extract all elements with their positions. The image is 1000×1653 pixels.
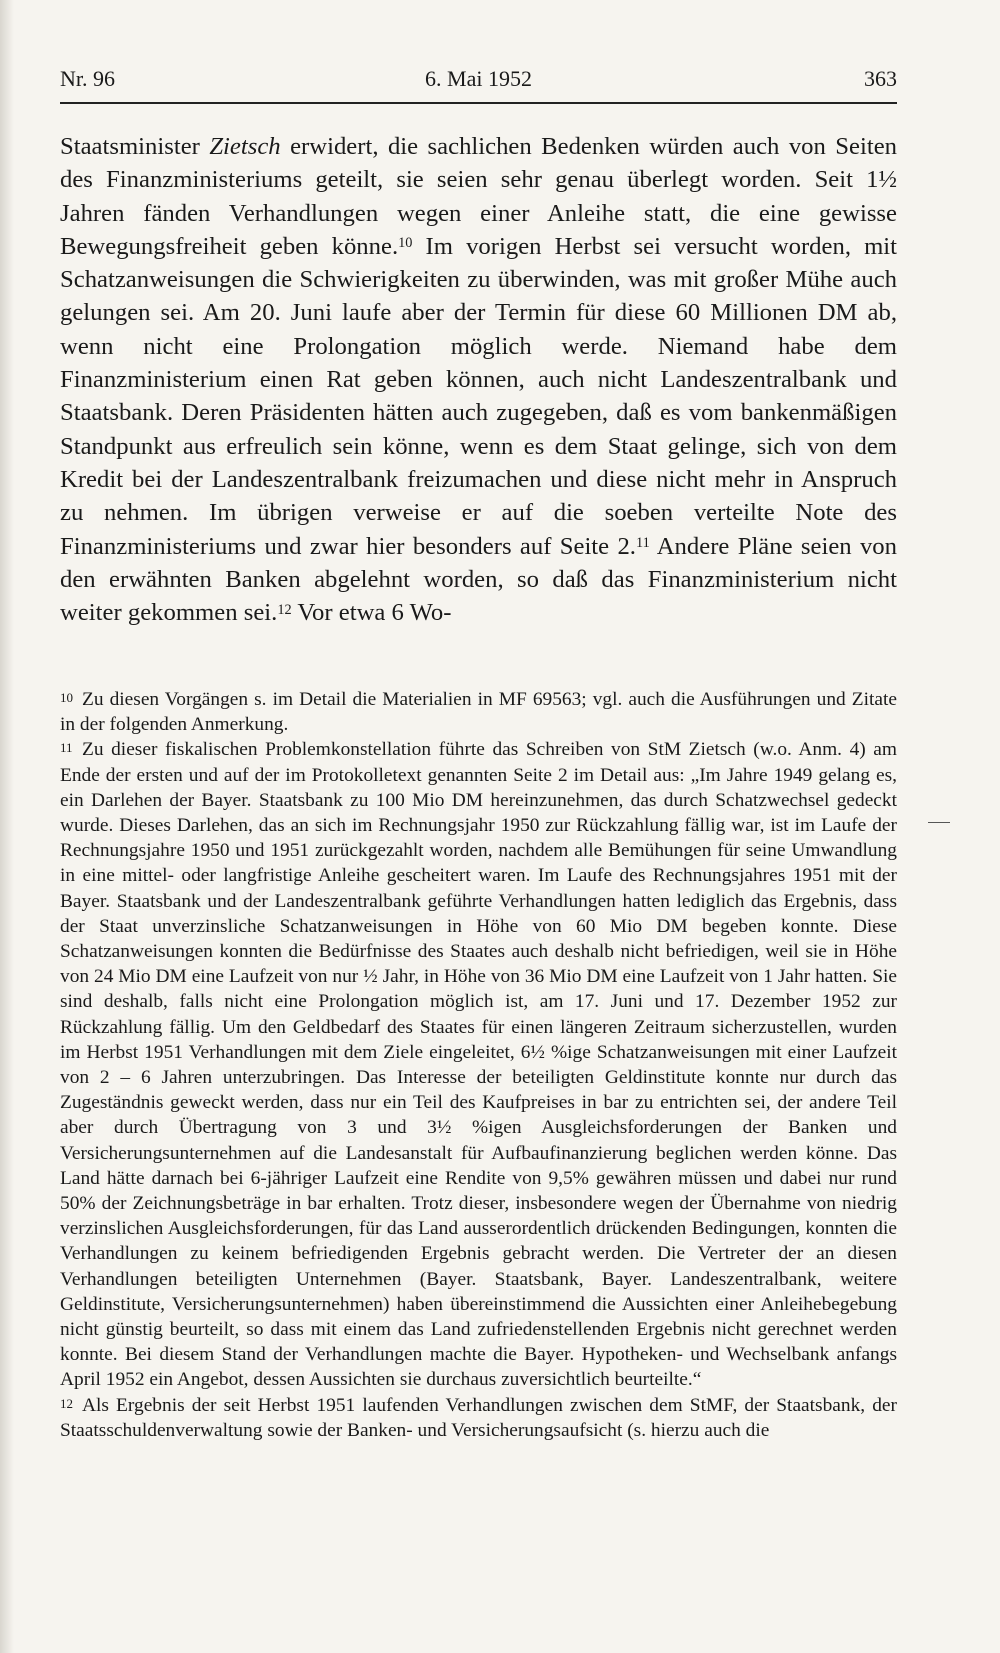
paragraph-segment-c: Andere Pläne seien von den erwähnten Banken abgelehnt worden, so daß das Finanzministerium nicht weiter gekommen sei. bbox=[60, 532, 897, 627]
footnote-ref-11[interactable]: 11 bbox=[635, 535, 650, 552]
footnote-12 bbox=[60, 1393, 897, 1443]
footnote-number: 12 bbox=[60, 1395, 73, 1411]
header-date: 6. Mai 1952 bbox=[425, 66, 532, 91]
document-number: Nr. 96 bbox=[60, 66, 115, 91]
footnotes-section bbox=[60, 687, 897, 1443]
page-number: 363 bbox=[864, 66, 897, 91]
speaker-title: Staatsminister bbox=[60, 133, 210, 160]
header-rule bbox=[60, 102, 897, 104]
footnote-text: Als Ergebnis der seit Herbst 1951 laufenden Verhandlungen zwischen dem StMF, der Staatsbank, der Staatsschuldenverwaltung sowie der Banken- und Versicherungsaufsicht (s. hierzu auch die bbox=[60, 1394, 897, 1441]
protocol-paragraph bbox=[60, 130, 897, 629]
footnote-number: 11 bbox=[60, 740, 73, 756]
footnote-11 bbox=[60, 737, 897, 1392]
footnote-ref-12[interactable]: 12 bbox=[277, 601, 292, 618]
paragraph-segment-d: Vor etwa 6 Wo- bbox=[291, 599, 452, 627]
page-edge-shadow bbox=[0, 0, 14, 1653]
footnote-ref-10[interactable]: 10 bbox=[398, 235, 413, 252]
footnote-text: Zu diesen Vorgängen s. im Detail die Materialien in MF 69563; vgl. auch die Ausführungen und Zitate in der folgenden Anmerkung. bbox=[60, 689, 897, 736]
footnote-text: Zu dieser fiskalischen Problemkonstellation führte das Schreiben von StM Zietsch (w.o. Anm. 4) am Ende der ersten und auf der im Protokolletext genannten Seite 2 im Detail aus: „Im Jahre 1949 gelang es, ein Darlehen der Bayer. Staatsbank zu 100 Mio DM hereinzunehmen, das durch Schatzwechsel gedeckt wurde. Dieses Darlehen, das an sich im Rechnungsjahr 1950 zur Rückzahlung fällig war, ist im Laufe der Rechnungsjahre 1950 und 1951 zurückgezahlt worden, nachdem alle Bemühungen für seine Umwandlung in eine mittel- oder langfristige Anleihe gescheitert waren. Im Laufe des Rechnungsjahres 1951 mit der Bayer. Staatsbank und der Landeszentralbank geführte Verhandlungen hatten lediglich das Ergebnis, dass der Staat unverzinsliche Schatzanweisungen in Höhe von 60 Mio DM begeben konnte. Diese Schatzanweisungen konnten die Bedürfnisse des Staates auch deshalb nicht befriedigen, weil sie in Höhe von 24 Mio DM eine Laufzeit von nur ½ Jahr, in Höhe von 36 Mio DM eine Laufzeit von 1 Jahr hatten. Sie sind deshalb, falls nicht eine Prolongation möglich ist, am 17. Juni und 17. Dezember 1952 zur Rückzahlung fällig. Um den Geldbedarf des Staates für einen längeren Zeitraum sicherzustellen, wurden im Herbst 1951 Verhandlungen mit dem Ziele eingeleitet, 6½ %ige Schatzanweisungen mit einer Laufzeit von 2 – 6 Jahren unterzubringen. Das Interesse der beteiligten Geldinstitute konnte nur durch das Zugeständnis geweckt werden, dass nur ein Teil des Kaufpreises in bar zu entrichten sei, der andere Teil aber durch Übertragung von 3 und 3½ %igen Ausgleichsforderungen der Banken und Versicherungsunternehmen auf die Landesanstalt für Aufbaufinanzierung beglichen werden könne. Das Land hätte darnach bei 6-jähriger Laufzeit eine Rendite von 9,5% gewähren müssen und dabei nur rund 50% der Zeichnungsbeträge in bar erhalten. Trotz dieser, insbesondere wegen der Übernahme von niedrig verzinslichen Ausgleichsforderungen, für das Land ausserordentlich drückenden Bedingungen, konnten die Verhandlungen zu keinem befriedigenden Ergebnis gebracht werden. Die Vertreter der an diesen Verhandlungen beteiligten Unternehmen (Bayer. Staatsbank, Bayer. Landeszentralbank, weitere Geldinstitute, Versicherungsunternehmen) haben übereinstimmend die Aussichten einer Anleihebegebung nicht günstig beurteilt, so dass mit einem das Land zufriedenstellenden Ergebnis nicht gerechnet werden konnte. Bei diesem Stand der Verhandlungen machte die Bayer. Hypotheken- und Wechselbank anfangs April 1952 ein Angebot, dessen Aussichten sie durchaus zuversichtlich beurteilte.“ bbox=[60, 739, 897, 1391]
footnote-10 bbox=[60, 687, 897, 737]
paragraph-segment-a: erwidert, die sachlichen Bedenken würden auch von Seiten des Finanzministeriums geteilt, sie seien sehr genau überlegt worden. Seit 1½ Jahren fänden Verhandlungen wegen einer Anleihe statt, die eine gewisse Bewegungsfreiheit geben könne. bbox=[60, 133, 898, 260]
footnote-number: 10 bbox=[60, 690, 73, 705]
speaker-name: Zietsch bbox=[209, 133, 281, 160]
running-header bbox=[60, 66, 897, 100]
paragraph-segment-b: Im vorigen Herbst sei versucht worden, mit Schatzanweisungen die Schwierigkeiten zu überwinden, was mit großer Mühe auch gelungen sei. Am 20. Juni laufe aber der Termin für diese 60 Millionen DM ab, wenn nicht eine Prolongation möglich werde. Niemand habe dem Finanzministerium einen Rat geben können, auch nicht Landeszentralbank und Staatsbank. Deren Präsidenten hätten auch zugegeben, daß es vom bankenmäßigen Standpunkt aus erfreulich sein könne, wenn es dem Staat gelinge, sich von dem Kredit bei der Landeszentralbank freizumachen und diese nicht mehr in Anspruch zu nehmen. Im übrigen verweise er auf die soeben verteilte Note des Finanzministeriums und zwar hier besonders auf Seite 2. bbox=[60, 232, 898, 560]
margin-mark bbox=[928, 822, 950, 823]
